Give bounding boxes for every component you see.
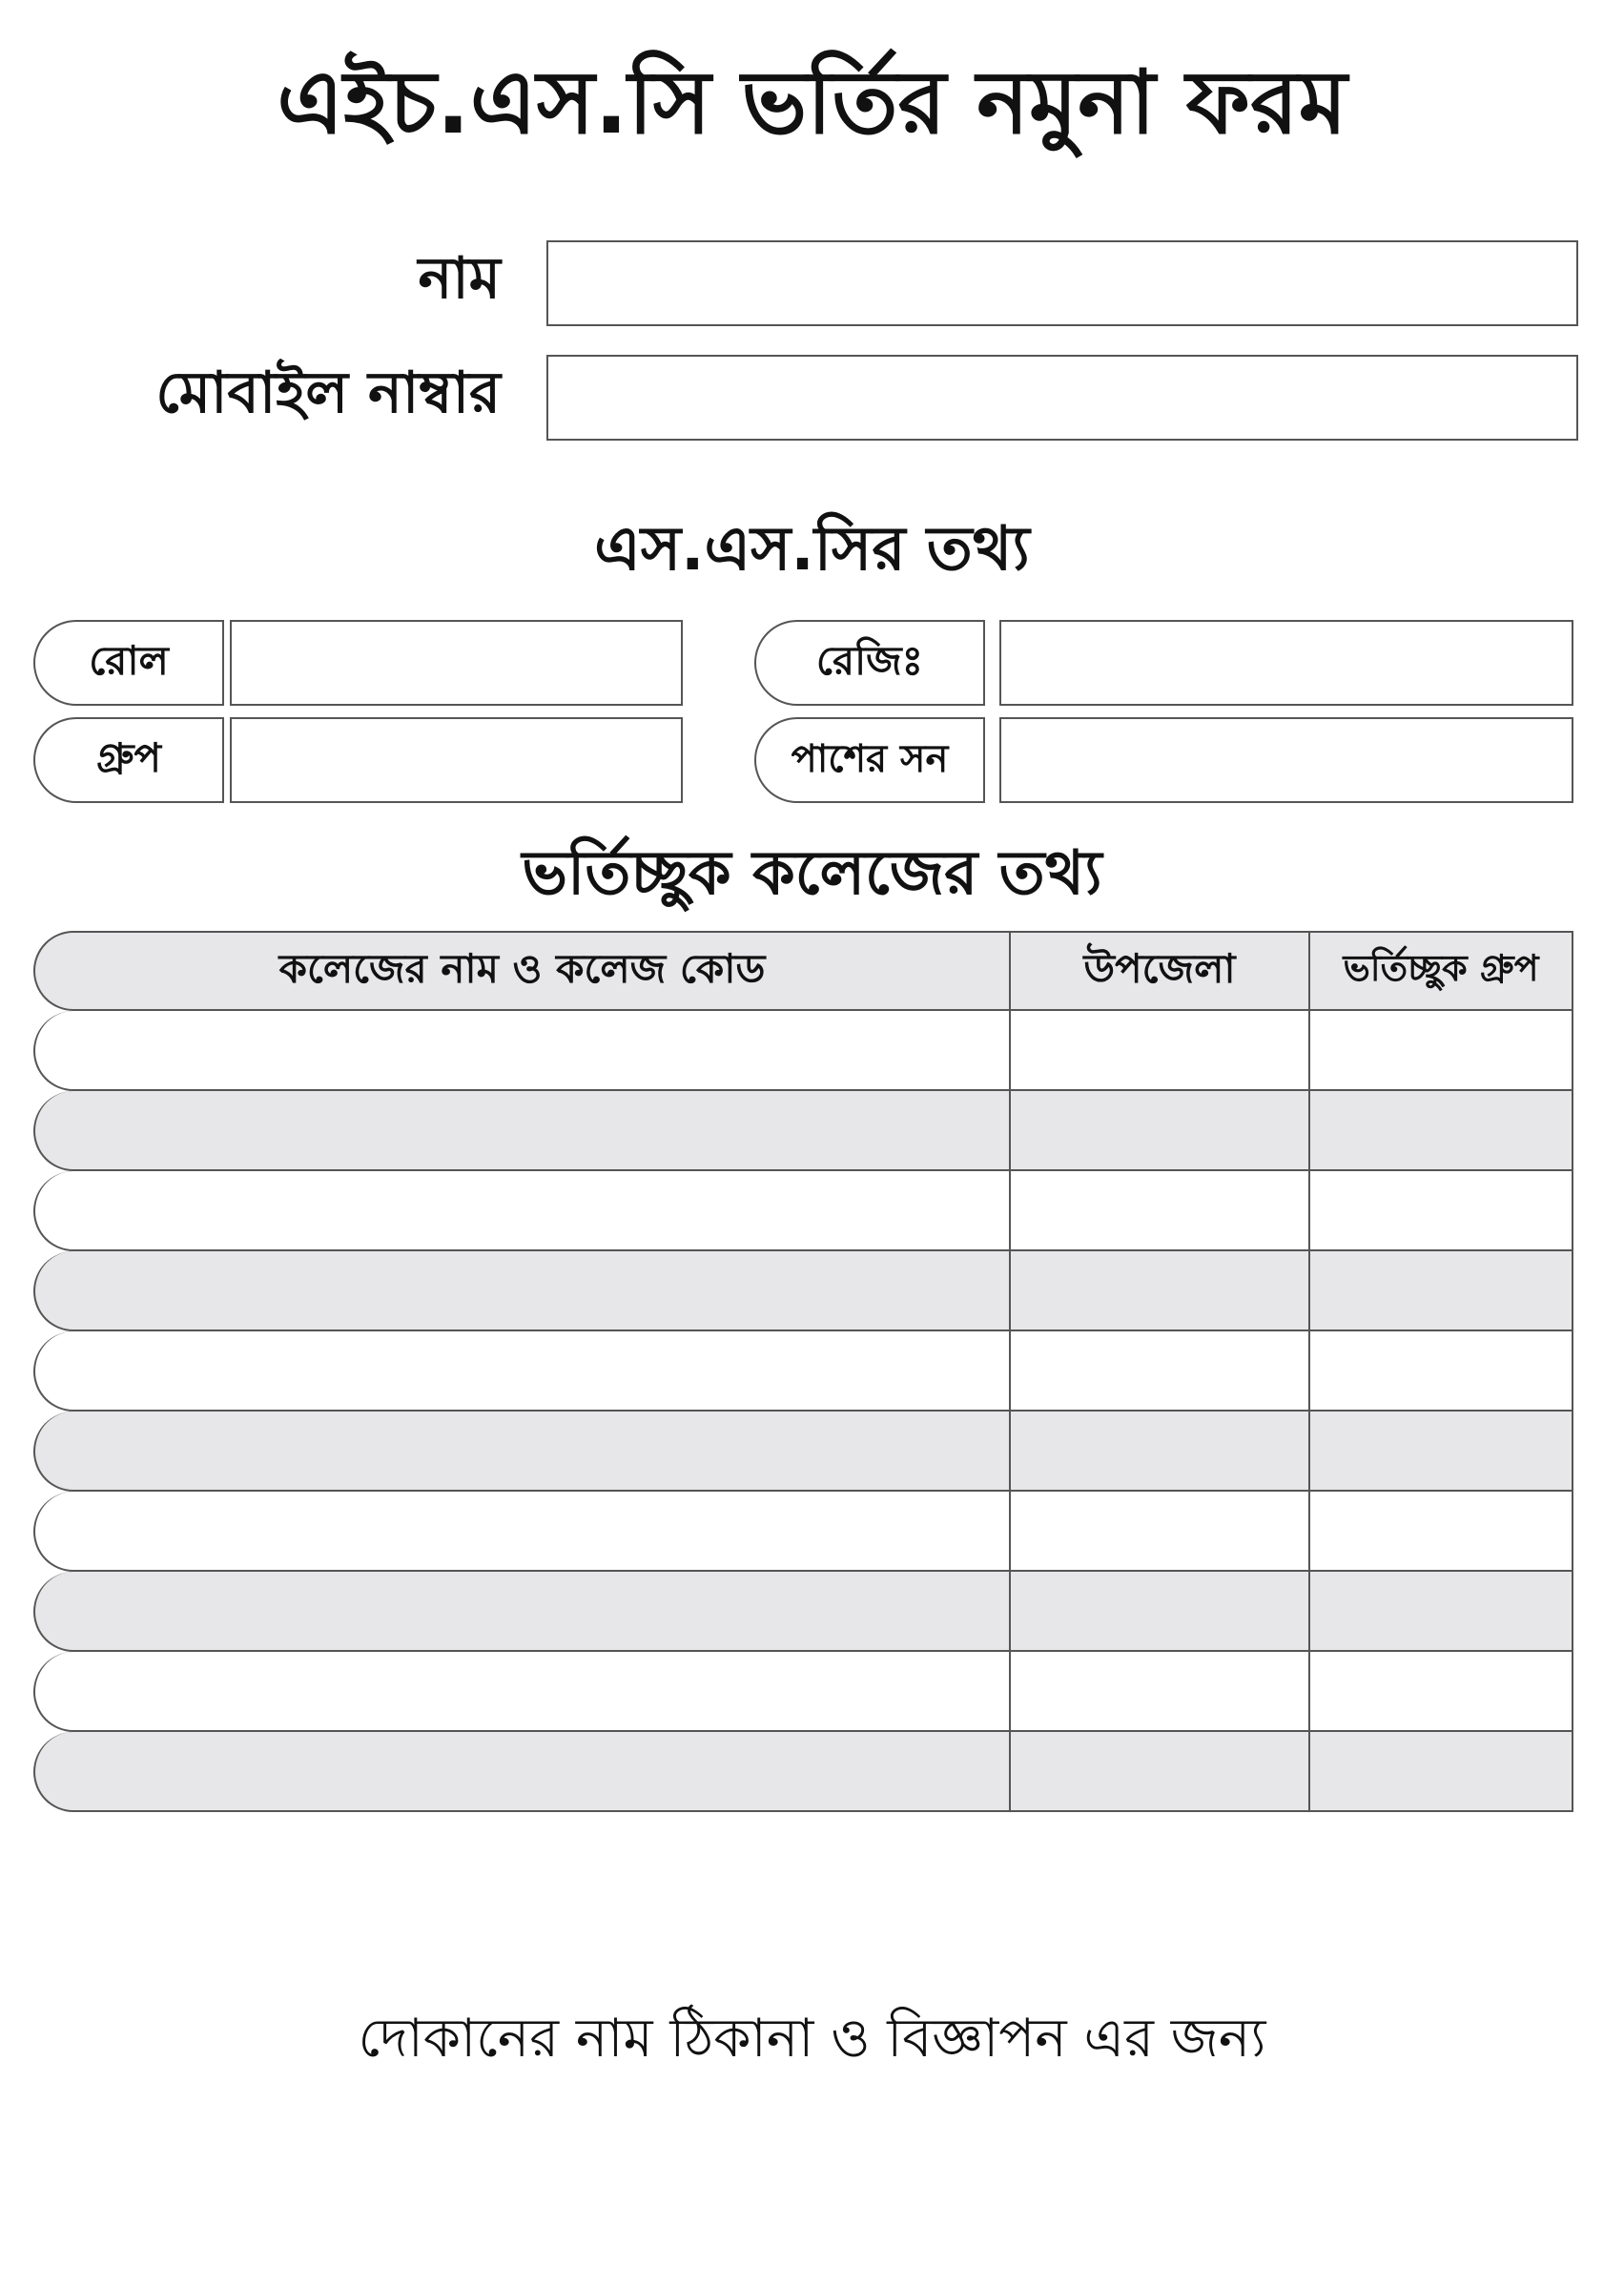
table-row <box>33 1331 1573 1412</box>
group-cell[interactable] <box>1308 1412 1573 1492</box>
college-name-cell[interactable] <box>33 1652 1011 1732</box>
name-label: নাম <box>418 245 501 312</box>
college-name-cell[interactable] <box>33 1011 1011 1091</box>
college-name-cell[interactable] <box>33 1171 1011 1251</box>
mobile-label: মোবাইল নাম্বার <box>155 360 501 426</box>
mobile-field[interactable] <box>546 355 1578 441</box>
group-cell[interactable] <box>1308 1732 1573 1812</box>
group-cell[interactable] <box>1308 1652 1573 1732</box>
name-field[interactable] <box>546 240 1578 326</box>
header-group: ভর্তিচ্ছুক গ্রুপ <box>1308 931 1573 1011</box>
group-cell[interactable] <box>1308 1331 1573 1412</box>
table-row <box>33 1171 1573 1251</box>
table-row <box>33 1091 1573 1171</box>
table-row <box>33 1732 1573 1812</box>
pass-year-field[interactable] <box>999 717 1573 803</box>
college-table <box>33 931 1573 1812</box>
college-name-cell[interactable] <box>33 1732 1011 1812</box>
upazila-cell[interactable] <box>1009 1011 1310 1091</box>
reg-field[interactable] <box>999 620 1573 706</box>
group-cell[interactable] <box>1308 1011 1573 1091</box>
form-title: এইচ.এস.সি ভর্তির নমুনা ফরম <box>277 52 1347 154</box>
upazila-cell[interactable] <box>1009 1331 1310 1412</box>
college-name-cell[interactable] <box>33 1091 1011 1171</box>
upazila-cell[interactable] <box>1009 1251 1310 1331</box>
college-name-cell[interactable] <box>33 1412 1011 1492</box>
upazila-cell[interactable] <box>1009 1171 1310 1251</box>
upazila-cell[interactable] <box>1009 1412 1310 1492</box>
header-college-name: কলেজের নাম ও কলেজ কোড <box>33 931 1011 1011</box>
table-row <box>33 1011 1573 1091</box>
college-section-title: ভর্তিচ্ছুক কলেজের তথ্য <box>522 838 1102 909</box>
group-label: গ্রুপ <box>33 717 224 803</box>
pass-year-label: পাশের সন <box>754 717 985 803</box>
college-name-cell[interactable] <box>33 1251 1011 1331</box>
roll-label: রোল <box>33 620 224 706</box>
college-name-cell[interactable] <box>33 1331 1011 1412</box>
table-row <box>33 1412 1573 1492</box>
ssc-section-title: এস.এস.সির তথ্য <box>594 514 1030 585</box>
upazila-cell[interactable] <box>1009 1091 1310 1171</box>
table-header-row <box>33 931 1573 1011</box>
roll-field[interactable] <box>230 620 683 706</box>
upazila-cell[interactable] <box>1009 1652 1310 1732</box>
table-row <box>33 1492 1573 1572</box>
group-cell[interactable] <box>1308 1171 1573 1251</box>
footer-ad-text: দোকানের নাম ঠিকানা ও বিজ্ঞাপন এর জন্য <box>358 2008 1266 2070</box>
college-name-cell[interactable] <box>33 1572 1011 1652</box>
college-name-cell[interactable] <box>33 1492 1011 1572</box>
group-field[interactable] <box>230 717 683 803</box>
upazila-cell[interactable] <box>1009 1492 1310 1572</box>
table-row <box>33 1572 1573 1652</box>
group-cell[interactable] <box>1308 1091 1573 1171</box>
table-row <box>33 1251 1573 1331</box>
group-cell[interactable] <box>1308 1572 1573 1652</box>
header-upazila: উপজেলা <box>1009 931 1310 1011</box>
group-cell[interactable] <box>1308 1492 1573 1572</box>
table-row <box>33 1652 1573 1732</box>
upazila-cell[interactable] <box>1009 1572 1310 1652</box>
upazila-cell[interactable] <box>1009 1732 1310 1812</box>
group-cell[interactable] <box>1308 1251 1573 1331</box>
reg-label: রেজিঃ <box>754 620 985 706</box>
